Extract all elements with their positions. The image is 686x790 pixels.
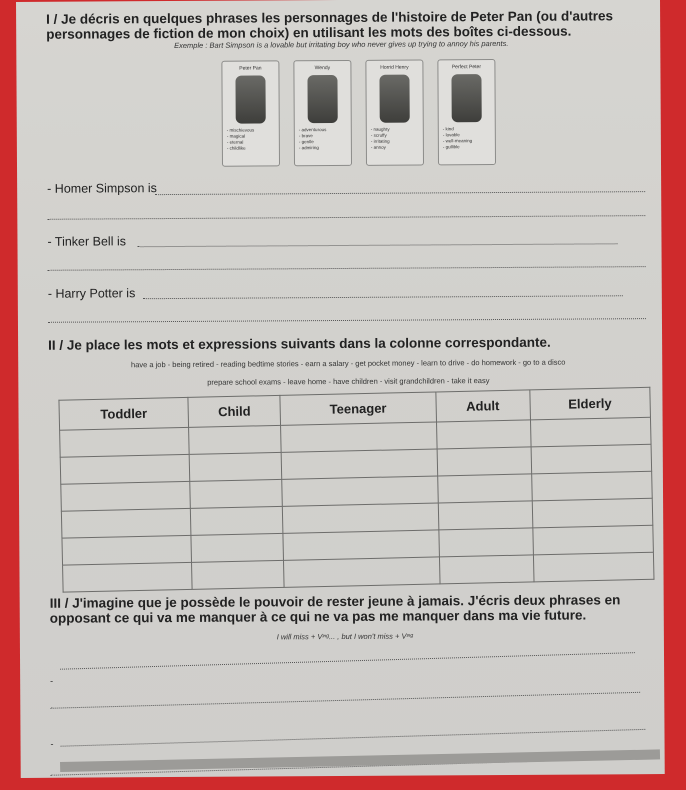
table-cell[interactable] <box>283 530 439 560</box>
section1-heading: I / Je décris en quelques phrases les personnages de l'histoire de Peter Pan (ou d'autres personnages de fiction de mon choix) en utilisant les mots des boîtes ci-dessous. <box>46 8 614 42</box>
prompt-homer-simpson: - Homer Simpson is <box>47 181 157 196</box>
table-cell[interactable] <box>191 533 284 562</box>
card-name: Horrid Henry <box>380 64 409 71</box>
card-name: Peter Pan <box>239 65 262 72</box>
answer-line[interactable] <box>50 692 640 709</box>
table-cell[interactable] <box>283 503 439 533</box>
table-cell[interactable] <box>61 481 191 511</box>
card-word: - scruffy <box>371 132 423 138</box>
table-cell[interactable] <box>62 535 192 565</box>
table-cell[interactable] <box>282 476 438 506</box>
table-cell[interactable] <box>439 555 534 584</box>
card-word: - childlike <box>227 145 279 151</box>
table-cell[interactable] <box>281 449 437 479</box>
table-cell[interactable] <box>532 498 653 528</box>
card-word: - admiring <box>299 145 351 151</box>
card-word-list <box>299 127 351 151</box>
card-word: - kind <box>443 126 495 132</box>
card-word: - lovable <box>443 132 495 138</box>
card-word: - magical <box>227 133 279 139</box>
table-cell[interactable] <box>533 552 654 582</box>
character-illustration-icon <box>235 75 265 123</box>
card-word: - adventurous <box>299 127 351 133</box>
card-word: - gentle <box>299 139 351 145</box>
table-cell[interactable] <box>284 557 440 587</box>
table-cell[interactable] <box>63 562 193 592</box>
table-cell[interactable] <box>192 560 285 589</box>
card-word-list <box>371 126 423 150</box>
sentence-formula: I will miss + Vᶦⁿᵍ... , but I won't miss + Vᶦⁿᵍ <box>276 631 414 642</box>
table-cell[interactable] <box>281 422 437 452</box>
card-word: - irritating <box>371 138 423 144</box>
table-cell[interactable] <box>190 479 283 508</box>
worksheet-content <box>46 0 656 749</box>
bullet-dash: - <box>50 738 54 749</box>
card-perfect-peter <box>437 59 496 165</box>
table-cell[interactable] <box>60 427 190 457</box>
answer-line[interactable] <box>48 318 646 323</box>
word-bank-line-2: prepare school exams - leave home - have children - visit grandchildren - take it easy <box>207 376 490 387</box>
table-cell[interactable] <box>60 454 190 484</box>
worksheet-page <box>16 0 665 778</box>
answer-line[interactable] <box>155 191 645 195</box>
card-word: - mischievous <box>227 127 279 133</box>
section1-example: Exemple : Bart Simpson is a lovable but irritating boy who never gives up trying to annoy his parents. <box>174 38 509 51</box>
prompt-tinker-bell: - Tinker Bell is <box>47 234 127 249</box>
card-word-list <box>227 127 279 151</box>
character-illustration-icon <box>379 75 409 123</box>
card-word: - naughty <box>371 126 423 132</box>
column-header-child: Child <box>188 395 281 427</box>
character-illustration-icon <box>451 74 481 122</box>
table-cell[interactable] <box>531 471 652 501</box>
section2-heading: II / Je place les mots et expressions suivants dans la colonne correspondante. <box>48 334 551 353</box>
character-illustration-icon <box>307 75 337 123</box>
card-wendy <box>293 60 352 166</box>
card-horrid-henry <box>365 59 424 165</box>
bullet-dash: - <box>50 675 54 686</box>
answer-line[interactable] <box>61 729 646 747</box>
card-word: - annoy <box>371 144 423 150</box>
card-word: - eternal <box>227 139 279 145</box>
word-bank-line-1: have a job - being retired - reading bedtime stories - earn a salary - get pocket money - learn to drive - do homework - go to a disco <box>130 357 566 370</box>
age-category-table <box>58 387 654 593</box>
card-word-list <box>443 126 495 150</box>
table-cell[interactable] <box>436 420 531 449</box>
column-header-elderly: Elderly <box>529 387 650 420</box>
answer-line[interactable] <box>60 652 635 670</box>
answer-line[interactable] <box>138 243 618 247</box>
card-word: - gullible <box>443 144 495 150</box>
table-cell[interactable] <box>189 425 282 454</box>
table-cell[interactable] <box>189 452 282 481</box>
table-cell[interactable] <box>438 501 533 530</box>
card-name: Wendy <box>314 65 331 72</box>
card-peter-pan <box>221 60 280 166</box>
answer-line[interactable] <box>48 266 646 271</box>
table-cell[interactable] <box>190 506 283 535</box>
card-name: Perfect Peter <box>451 64 482 71</box>
table-cell[interactable] <box>531 444 652 474</box>
table-cell[interactable] <box>532 525 653 555</box>
table-cell[interactable] <box>61 508 191 538</box>
column-header-adult: Adult <box>435 390 530 422</box>
character-cards <box>221 59 496 167</box>
table-cell[interactable] <box>437 474 532 503</box>
section3-heading: III / J'imagine que je possède le pouvoir de rester jeune à jamais. J'écris deux phrases en opposant ce qui va me manquer à ce qui ne va pas me manquer dans ma vie future. <box>49 592 621 626</box>
column-header-teenager: Teenager <box>280 392 436 425</box>
card-word: - brave <box>299 133 351 139</box>
prompt-harry-potter: - Harry Potter is <box>47 286 136 301</box>
column-header-toddler: Toddler <box>59 397 189 430</box>
table-cell[interactable] <box>438 528 533 557</box>
card-word: - well-meaning <box>443 138 495 144</box>
table-cell[interactable] <box>530 417 651 447</box>
answer-line[interactable] <box>47 215 645 220</box>
table-cell[interactable] <box>437 447 532 476</box>
answer-line[interactable] <box>143 295 623 299</box>
